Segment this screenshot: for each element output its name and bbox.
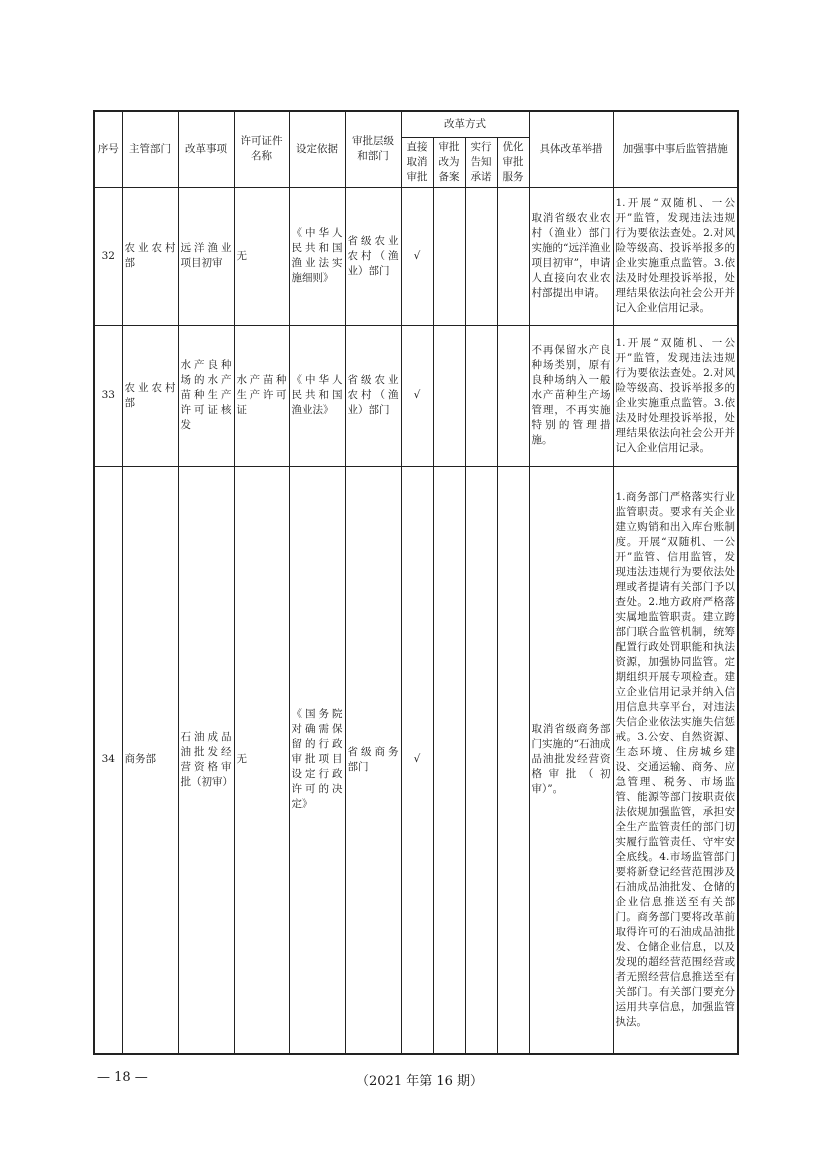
row-basis: 《国务院对确需保留的行政审批项目设定行政许可的决定》 — [289, 466, 345, 1054]
row-supervision: 1.开展“双随机、一公开”监管，发现违法违规行为要依法查处。2.对风险等级高、投诉举报多的企业实施重点监管。3.依法及时处理投诉举报，处理结果依法向社会公开并记入企业信用记录。 — [613, 187, 738, 325]
row-measures: 不再保留水产良种场类别，原有良种场纳入一般水产苗种生产场管理，不再实施特别的管理措施。 — [529, 325, 613, 466]
header-basis: 设定依据 — [289, 111, 345, 187]
header-method-cancel: 直接取消审批 — [401, 137, 433, 187]
row-method-cancel: √ — [401, 466, 433, 1054]
row-method-notify — [465, 466, 497, 1054]
row-license: 无 — [234, 187, 289, 325]
row-method-notify — [465, 325, 497, 466]
row-method-optimize — [497, 187, 529, 325]
row-item: 远洋渔业项目初审 — [178, 187, 234, 325]
row-method-optimize — [497, 325, 529, 466]
row-method-cancel: √ — [401, 187, 433, 325]
header-license: 许可证件名称 — [234, 111, 289, 187]
row-supervision: 1.开展“双随机、一公开”监管，发现违法违规行为要依法查处。2.对风险等级高、投诉举报多的企业实施重点监管。3.依法及时处理投诉举报，处理结果依法向社会公开并记入企业信用记录。 — [613, 325, 738, 466]
row-measures: 取消省级农业农村（渔业）部门实施的“远洋渔业项目初审”，申请人直接向农业农村部提出申请。 — [529, 187, 613, 325]
row-method-filing — [433, 466, 465, 1054]
row-license: 无 — [234, 466, 289, 1054]
table-row — [94, 325, 738, 466]
header-measures: 具体改革举措 — [529, 111, 613, 187]
row-level: 省级农业农村（渔业）部门 — [345, 187, 401, 325]
header-method-group: 改革方式 — [401, 111, 529, 137]
row-seq: 32 — [94, 187, 122, 325]
row-method-filing — [433, 325, 465, 466]
row-supervision: 1.商务部门严格落实行业监管职责。要求有关企业建立购销和出入库台账制度。开展“双随机、一公开”监管、信用监管，发现违法违规行为要依法处理或者提请有关部门予以查处。2.地方政府严格落实属地监管职责。建立跨部门联合监管机制，统筹配置行政处罚职能和执法资源，加强协同监管。定期组织开展专项检查。建立企业信用记录并纳入信用信息共享平台，对违法失信企业依法实施失信惩戒。3.公安、自然资源、生态环境、住房城乡建设、交通运输、商务、应急管理、税务、市场监管、能源等部门按职责依法依规加强监管，承担安全生产监管责任的部门切实履行监管责任、守牢安全底线。4.市场监管部门要将新登记经营范围涉及石油成品油批发、仓储的企业信息推送至有关部门。商务部门要将改革前取得许可的石油成品油批发、仓储企业信息，以及发现的超经营范围经营或者无照经营信息推送至有关部门。有关部门要充分运用共享信息，加强监管执法。 — [613, 466, 738, 1054]
row-dept: 农业农村部 — [122, 325, 178, 466]
table-row — [94, 466, 738, 1054]
row-measures: 取消省级商务部门实施的“石油成品油批发经营资格审批（初审）”。 — [529, 466, 613, 1054]
header-method-notify: 实行告知承诺 — [465, 137, 497, 187]
page-number: — 18 — — [97, 1070, 148, 1085]
reform-table — [93, 110, 739, 1055]
issue-label: （2021 年第 16 期） — [356, 1074, 484, 1089]
row-seq: 34 — [94, 466, 122, 1054]
row-seq: 33 — [94, 325, 122, 466]
row-method-filing — [433, 187, 465, 325]
row-method-cancel: √ — [401, 325, 433, 466]
header-seq: 序号 — [94, 111, 122, 187]
header-item: 改革事项 — [178, 111, 234, 187]
row-license: 水产苗种生产许可证 — [234, 325, 289, 466]
row-item: 石油成品油批发经营资格审批（初审） — [178, 466, 234, 1054]
row-basis: 《中华人民共和国渔业法实施细则》 — [289, 187, 345, 325]
row-method-optimize — [497, 466, 529, 1054]
row-item: 水产良种场的水产苗种生产许可证核发 — [178, 325, 234, 466]
row-dept: 商务部 — [122, 466, 178, 1054]
header-level: 审批层级和部门 — [345, 111, 401, 187]
row-dept: 农业农村部 — [122, 187, 178, 325]
header-method-optimize: 优化审批服务 — [497, 137, 529, 187]
header-supervision: 加强事中事后监管措施 — [613, 111, 738, 187]
row-level: 省级商务部门 — [345, 466, 401, 1054]
header-method-filing: 审批改为备案 — [433, 137, 465, 187]
row-level: 省级农业农村（渔业）部门 — [345, 325, 401, 466]
table-row — [94, 187, 738, 325]
row-method-notify — [465, 187, 497, 325]
header-dept: 主管部门 — [122, 111, 178, 187]
row-basis: 《中华人民共和国渔业法》 — [289, 325, 345, 466]
